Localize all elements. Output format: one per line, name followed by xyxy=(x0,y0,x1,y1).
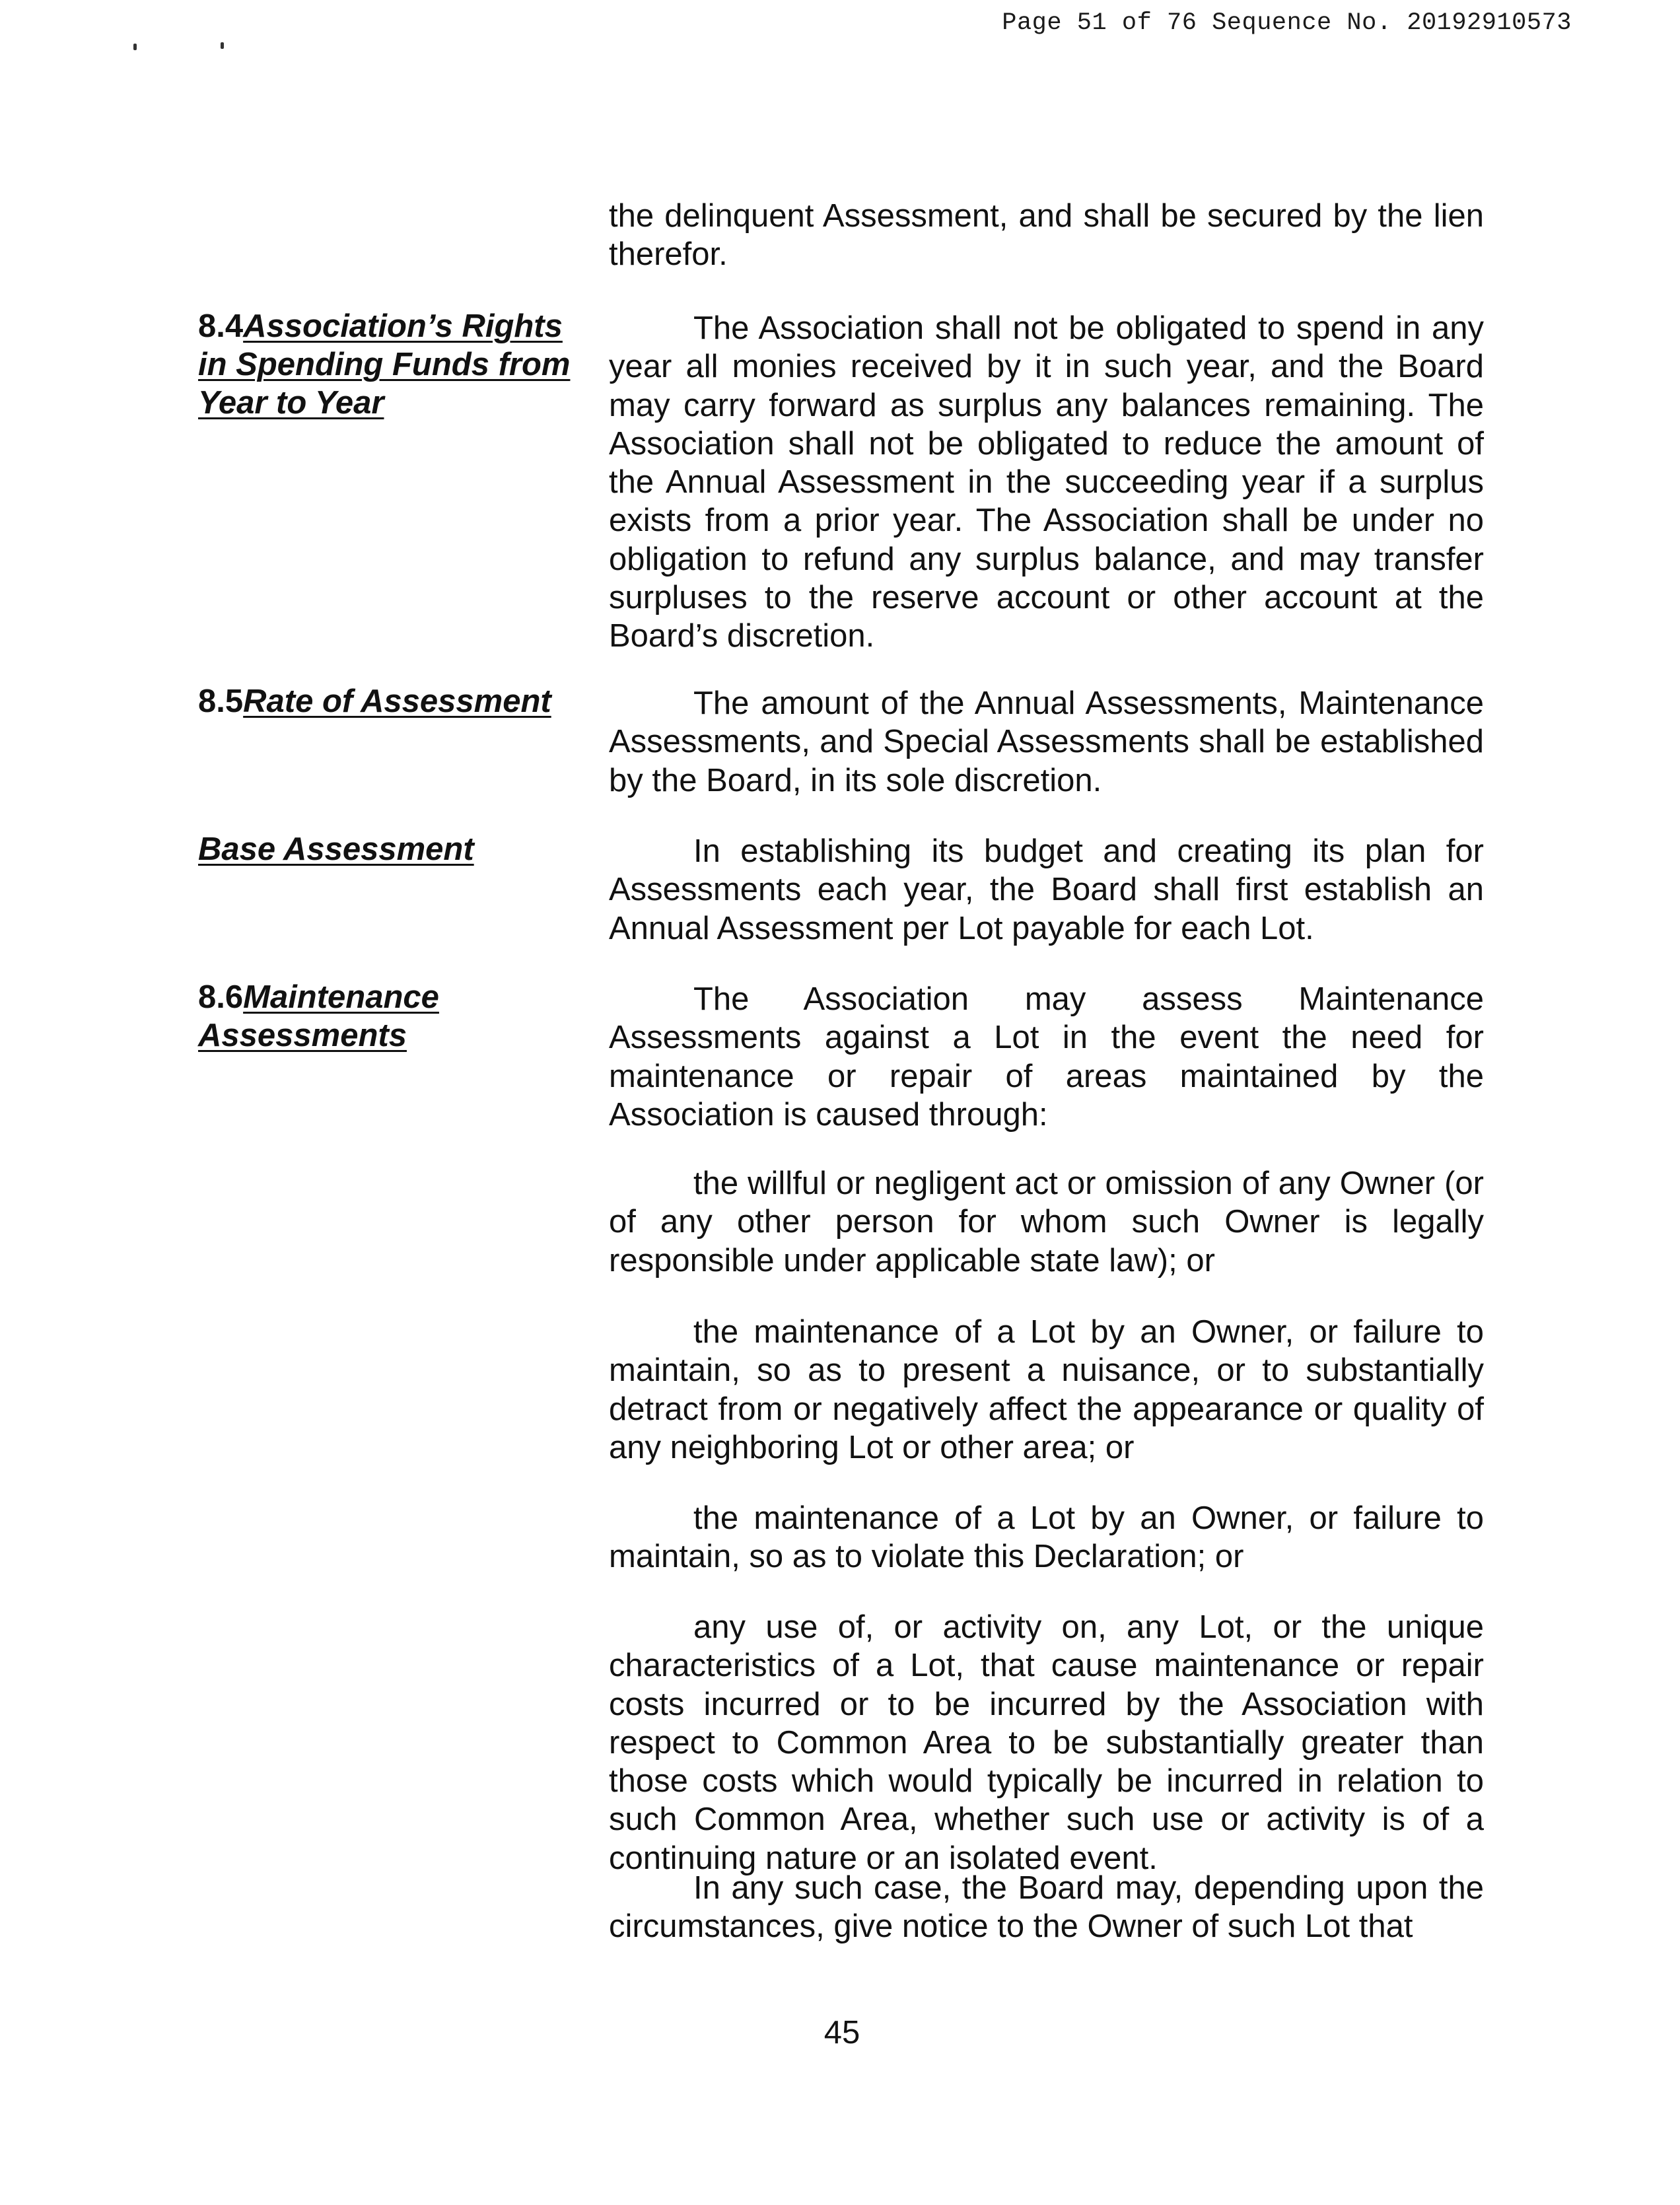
section-8-6-text: The Association may assess Maintenance Assessments against a Lot in the event the need for maintenance or repair of areas maintained by the Association is caused through: xyxy=(609,981,1484,1133)
section-number: 8.5 xyxy=(198,683,244,719)
section-title: Association’s Rights in Spending Funds from Year to Year xyxy=(198,308,571,421)
subparagraph: the willful or negligent act or omission of any Owner (or of any other person for whom such Owner is legally responsible under applicable state law); or xyxy=(609,1166,1484,1278)
subparagraph: In any such case, the Board may, depending upon the circumstances, give notice to the Owner of such Lot that xyxy=(609,1870,1484,1945)
subparagraph: the maintenance of a Lot by an Owner, or failure to maintain, so as to violate this Declaration; or xyxy=(609,1500,1484,1575)
section-heading-base-assessment xyxy=(198,830,588,868)
page-number: 45 xyxy=(823,2015,860,2050)
subparagraph: the maintenance of a Lot by an Owner, or failure to maintain, so as to present a nuisance, or to substantially detract from or negatively affect the appearance or quality of any neighboring Lot or other area; or xyxy=(609,1314,1484,1465)
scan-speck xyxy=(221,42,224,49)
section-number: 8.6 xyxy=(198,979,244,1015)
section-heading-8-5 xyxy=(198,682,588,720)
section-heading-8-4 xyxy=(198,307,588,422)
subparagraph: any use of, or activity on, any Lot, or the unique characteristics of a Lot, that cause maintenance or repair costs incurred or to be incurred by the Association with respect to Common Area to be substantially greater than those costs which would typically be incurred in relation to such Common Area, whether such use or activity is of a continuing nature or an isolated event. xyxy=(609,1609,1484,1876)
scan-speck xyxy=(133,44,137,50)
section-8-5-text: The amount of the Annual Assessments, Maintenance Assessments, and Special Assessments shall be established by the Board, in its sole discretion. xyxy=(609,685,1484,798)
section-heading-8-6 xyxy=(198,978,588,1055)
continuation-paragraph: the delinquent Assessment, and shall be secured by the lien therefor. xyxy=(609,198,1484,273)
section-8-4-text: The Association shall not be obligated to spend in any year all monies received by it in such year, and the Board may carry forward as surplus any balances remaining. The Association shall not be obligated to reduce the amount of the Annual Assessment in the succeeding year if a surplus exists from a prior year. The Association shall be under no obligation to refund any surplus balance, and may transfer surpluses to the reserve account or other account at the Board’s discretion. xyxy=(609,310,1484,654)
section-title: Rate of Assessment xyxy=(243,683,551,719)
base-assessment-text: In establishing its budget and creating its plan for Assessments each year, the Board shall first establish an Annual Assessment per Lot payable for each Lot. xyxy=(609,833,1484,946)
section-title: Maintenance Assessments xyxy=(198,979,439,1053)
scan-specks xyxy=(132,41,264,54)
section-title: Base Assessment xyxy=(198,831,474,867)
section-number: 8.4 xyxy=(198,308,244,344)
page-header-sequence: Page 51 of 76 Sequence No. 20192910573 xyxy=(1002,9,1572,37)
